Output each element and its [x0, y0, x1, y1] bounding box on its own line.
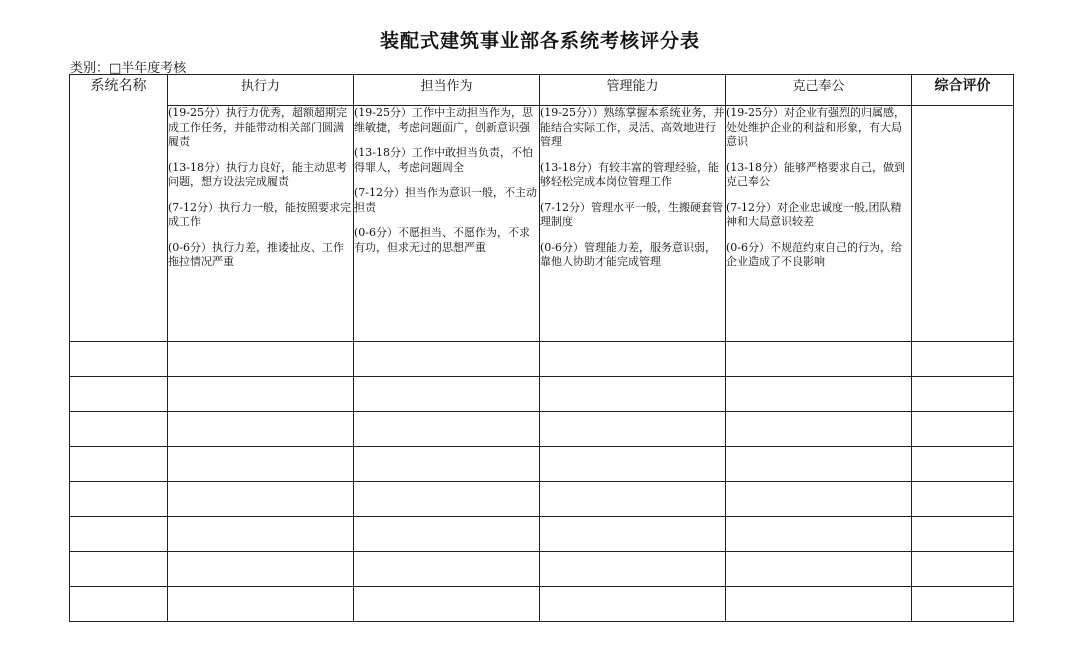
- table-cell[interactable]: [70, 447, 168, 482]
- table-cell[interactable]: [726, 517, 912, 552]
- criteria-text: (19-25分）执行力优秀，超额超期完成工作任务，并能带动相关部门圆满履责: [168, 106, 348, 148]
- criteria-text: (0-6分）不愿担当、不愿作为，不求有功，但求无过的思想严重: [354, 226, 531, 254]
- table-cell[interactable]: [540, 412, 726, 447]
- header-management[interactable]: 管理能力: [540, 75, 726, 106]
- table-cell[interactable]: [168, 587, 354, 622]
- criteria-management[interactable]: [540, 106, 726, 342]
- table-cell[interactable]: [354, 342, 540, 377]
- table-cell[interactable]: [70, 377, 168, 412]
- criteria-row: [70, 106, 1014, 342]
- table-cell[interactable]: [354, 377, 540, 412]
- table-cell[interactable]: [912, 552, 1014, 587]
- table-cell[interactable]: [70, 412, 168, 447]
- table-cell[interactable]: [726, 447, 912, 482]
- table-cell[interactable]: [354, 412, 540, 447]
- criteria-text: (7-12分）执行力一般，能按照要求完成工作: [168, 200, 352, 228]
- table-cell[interactable]: [354, 517, 540, 552]
- table-cell[interactable]: [70, 587, 168, 622]
- criteria-text: (7-12分）对企业忠诚度一般,团队精神和大局意识较差: [726, 200, 902, 228]
- table-cell[interactable]: [168, 482, 354, 517]
- sheet-title: 装配式建筑事业部各系统考核评分表: [379, 30, 700, 52]
- criteria-text: (13-18分）执行力良好，能主动思考问题，想方设法完成履责: [168, 160, 348, 188]
- criteria-text: (0-6分）执行力差，推诿扯皮、工作拖拉情况严重: [168, 240, 345, 268]
- table-cell[interactable]: [168, 552, 354, 587]
- table-row: [70, 552, 1014, 587]
- criteria-execution[interactable]: [168, 106, 354, 342]
- table-cell[interactable]: [540, 342, 726, 377]
- criteria-text: (0-6分）不规范约束自己的行为，给企业造成了不良影响: [726, 240, 903, 268]
- header-self-discipline[interactable]: 克己奉公: [726, 75, 912, 106]
- table-cell[interactable]: [726, 587, 912, 622]
- table-row: [70, 517, 1014, 552]
- table-cell[interactable]: [912, 482, 1014, 517]
- table-cell[interactable]: [354, 552, 540, 587]
- table-cell[interactable]: [540, 552, 726, 587]
- criteria-self-discipline[interactable]: [726, 106, 912, 342]
- row-label-system-name: 系统名称: [70, 75, 168, 342]
- table-cell[interactable]: [168, 342, 354, 377]
- header-execution[interactable]: 执行力: [168, 75, 354, 106]
- table-cell[interactable]: [726, 377, 912, 412]
- table-row: [70, 587, 1014, 622]
- table-cell[interactable]: [912, 412, 1014, 447]
- criteria-text: (0-6分）管理能力差，服务意识弱，靠他人协助才能完成管理: [540, 240, 717, 268]
- table-cell[interactable]: [168, 517, 354, 552]
- criteria-responsibility[interactable]: [354, 106, 540, 342]
- table-row: [70, 377, 1014, 412]
- table-cell[interactable]: [540, 517, 726, 552]
- criteria-text: (7-12分）担当作为意识一般，不主动担责: [354, 186, 538, 214]
- table-row: [70, 447, 1014, 482]
- blank-rows: [70, 342, 1014, 622]
- table-cell[interactable]: [354, 482, 540, 517]
- table-cell[interactable]: [540, 377, 726, 412]
- scoring-table: [69, 74, 1014, 622]
- table-cell[interactable]: [168, 377, 354, 412]
- criteria-text: (13-18分）有较丰富的管理经验，能够轻松完成本岗位管理工作: [540, 160, 720, 188]
- table-cell[interactable]: [354, 587, 540, 622]
- header-responsibility[interactable]: 担当作为: [354, 75, 540, 106]
- category-label: 类别：□半年度考核: [70, 61, 187, 76]
- table-row: [70, 482, 1014, 517]
- table-cell[interactable]: [726, 412, 912, 447]
- table-cell[interactable]: [726, 552, 912, 587]
- table-cell[interactable]: [70, 552, 168, 587]
- criteria-text: (13-18分）工作中敢担当负责，不怕得罪人，考虑问题周全: [354, 146, 534, 174]
- table-cell[interactable]: [168, 412, 354, 447]
- table-cell[interactable]: [912, 342, 1014, 377]
- criteria-text: (19-25分）对企业有强烈的归属感，处处维护企业的利益和形象，有大局意识: [726, 106, 906, 148]
- criteria-text: (13-18分）能够严格要求自己，做到克己奉公: [726, 160, 906, 188]
- table-cell[interactable]: [70, 482, 168, 517]
- table-cell[interactable]: [726, 482, 912, 517]
- table-cell[interactable]: [540, 482, 726, 517]
- table-cell[interactable]: [912, 587, 1014, 622]
- table-cell[interactable]: [168, 447, 354, 482]
- table-cell[interactable]: [540, 587, 726, 622]
- table-row: [70, 412, 1014, 447]
- table-cell[interactable]: [70, 342, 168, 377]
- criteria-text: (7-12分）管理水平一般，生搬硬套管理制度: [540, 200, 724, 228]
- table-cell[interactable]: [912, 447, 1014, 482]
- criteria-text: (19-25分））熟练掌握本系统业务，并能结合实际工作，灵活、高效地进行管理: [540, 106, 725, 148]
- table-cell[interactable]: [912, 377, 1014, 412]
- table-cell[interactable]: [354, 447, 540, 482]
- criteria-text: (19-25分）工作中主动担当作为，思维敏捷，考虑问题面广，创新意识强: [354, 106, 534, 134]
- table-cell[interactable]: [540, 447, 726, 482]
- table-cell[interactable]: [912, 517, 1014, 552]
- table-row: [70, 342, 1014, 377]
- criteria-overall-evaluation[interactable]: [912, 106, 1014, 342]
- header-overall-evaluation[interactable]: 综合评价: [912, 75, 1014, 106]
- table-cell[interactable]: [70, 517, 168, 552]
- header-row: [70, 75, 1014, 106]
- table-cell[interactable]: [726, 342, 912, 377]
